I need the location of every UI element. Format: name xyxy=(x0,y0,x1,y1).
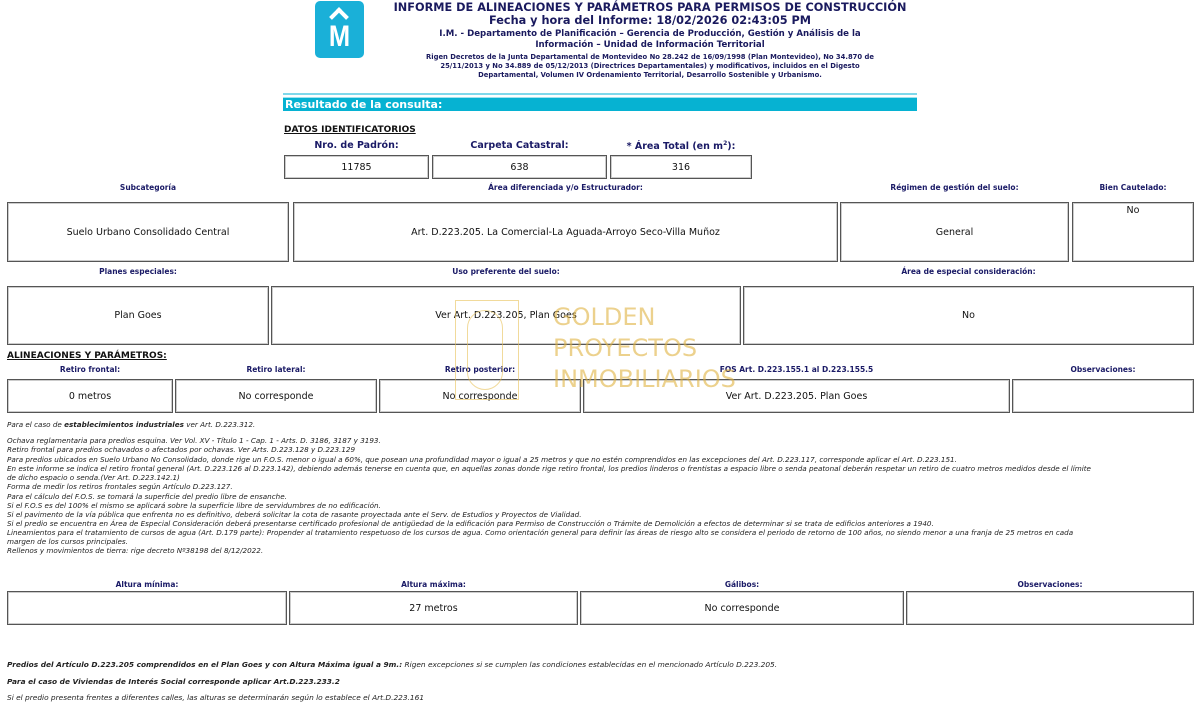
area-label: * Área Total (en $m^2$): xyxy=(626,140,736,153)
bien-value: No xyxy=(1072,202,1194,262)
area-esp-value: No xyxy=(743,286,1194,345)
obs-value xyxy=(1012,379,1194,413)
note: margen de los cursos principales. xyxy=(7,537,128,547)
decrees-line3: Departamental, Volumen IV Ordenamiento Territorial, Desarrollo Sostenible y Urbanismo. xyxy=(478,71,822,79)
lateral-label: Retiro lateral: xyxy=(246,365,306,374)
frentes-note: Si el predio presenta frentes a diferentes calles, las alturas se determinarán según lo establece el Art.D.223.161 xyxy=(7,693,425,702)
notes-list xyxy=(7,436,1091,555)
planes-label: Planes especiales: xyxy=(99,267,177,276)
carpeta-value: 638 xyxy=(432,155,607,179)
posterior-value: No corresponde xyxy=(379,379,581,413)
altura-max-label: Altura máxima: xyxy=(401,580,466,589)
obs-label: Observaciones: xyxy=(1070,365,1136,374)
alineaciones-heading: ALINEACIONES Y PARÁMETROS: xyxy=(7,351,167,361)
note: Para predios ubicados en Suelo Urbano No Consolidado, donde rige un F.O.S. menor o igual a 60%, que posean una profundidad mayor o igual a 25 metros y que no estén comprendidos en las excepciones del Art. D.223.117, corresponde aplicar el Art. D.223.151. xyxy=(7,455,957,465)
decrees-line2: 25/11/2013 y No 34.889 de 05/12/2013 (Directrices Departamentales) y modificativos, incluidos en el Digesto xyxy=(440,62,860,70)
padron-label: Nro. de Padrón: xyxy=(314,140,399,151)
area-dif-label: Área diferenciada y/o Estructurador: xyxy=(488,183,643,192)
fos-value: Ver Art. D.223.205. Plan Goes xyxy=(583,379,1010,413)
posterior-label: Retiro posterior: xyxy=(444,365,516,374)
watermark-line1: GOLDEN xyxy=(553,303,656,331)
note: Lineamientos para el tratamiento de cursos de agua (Art. D.179 parte): Propender al tratamiento respetuoso de los cursos de agua. Como orientación general para definir las áreas de riesgo alto se considera el periodo de retorno de 100 años, no siendo menor a una franja de 25 metros en cada xyxy=(7,527,1074,537)
note: En este informe se indica el retiro frontal general (Art. D.223.126 al D.223.142), debiendo además tenerse en cuenta que, en aquellas zonas donde rige retiro frontal, los predios linderos o frentistas a espacio libre o senda peatonal deberán respetar un retiro de cuatro metros medidos desde el límite xyxy=(7,464,1091,474)
regimen-label: Régimen de gestión del suelo: xyxy=(890,183,1019,192)
uso-value: Ver Art. D.223.205, Plan Goes xyxy=(271,286,741,345)
note: Si el F.O.S es del 100% el mismo se aplicará sobre la superficie libre de servidumbres de no edificación. xyxy=(7,500,381,510)
subcategoria-value: Suelo Urbano Consolidado Central xyxy=(7,202,289,262)
area-dif-value: Art. D.223.205. La Comercial-La Aguada-Arroyo Seco-Villa Muñoz xyxy=(293,202,838,262)
watermark-line3: INMOBILIARIOS xyxy=(553,365,736,393)
alturas-obs-label: Observaciones: xyxy=(1017,580,1083,589)
bien-label: Bien Cautelado: xyxy=(1099,183,1167,192)
im-logo xyxy=(315,1,364,58)
subcategoria-label: Subcategoría xyxy=(119,183,177,192)
logo-letter: M xyxy=(328,20,351,53)
lateral-value: No corresponde xyxy=(175,379,377,413)
area-esp-label: Área de especial consideración: xyxy=(901,267,1036,276)
department-line1: I.M. - Departamento de Planificación – Gerencia de Producción, Gestión y Análisis de la xyxy=(439,29,861,39)
fos-label: FOS Art. D.223.155.1 al D.223.155.5 xyxy=(719,365,874,374)
report-title: INFORME DE ALINEACIONES Y PARÁMETROS PARA PERMISOS DE CONSTRUCCIÓN xyxy=(393,1,907,14)
result-bar: Resultado de la consulta: xyxy=(283,97,917,111)
decrees-line1: Rigen Decretos de la Junta Departamental de Montevideo No 28.242 de 16/09/1998 (Plan Montevideo), No 34.870 de xyxy=(426,53,874,61)
note: Si el predio se encuentra en Área de Especial Consideración deberá presentarse certificado profesional de antigüedad de la edificación para Permiso de Construcción o Trámite de Demolición a efectos de determinar si se trata de edificios anteriores a 1940. xyxy=(7,518,934,528)
note: Retiro frontal para predios ochavados o afectados por ochavas. Ver Arts. D.223.128 y D.223.129 xyxy=(7,445,356,455)
note: de dicho espacio o senda.(Ver Art. D.223.142.1) xyxy=(7,473,180,483)
regimen-value: General xyxy=(840,202,1069,262)
department-line2: Información – Unidad de Información Territorial xyxy=(535,40,765,50)
industrial-note: Para el caso de establecimientos industriales ver Art. D.223.312. xyxy=(7,420,256,429)
altura-min-value xyxy=(7,591,287,625)
area-value: 316 xyxy=(610,155,752,179)
galibos-label: Gálibos: xyxy=(724,580,760,589)
watermark-line2: PROYECTOS xyxy=(553,334,698,362)
report-datetime: Fecha y hora del Informe: 18/02/2026 02:43:05 PM xyxy=(488,14,812,27)
galibos-value: No corresponde xyxy=(580,591,904,625)
uso-label: Uso preferente del suelo: xyxy=(452,267,560,276)
padron-value: 11785 xyxy=(284,155,429,179)
note: Para el cálculo del F.O.S. se tomará la superficie del predio libre de ensanche. xyxy=(7,491,287,501)
frontal-label: Retiro frontal: xyxy=(59,365,121,374)
vis-note: Para el caso de Viviendas de Interés Social corresponde aplicar Art.D.223.233.2 xyxy=(7,677,340,686)
carpeta-label: Carpeta Catastral: xyxy=(470,140,569,151)
note: Ochava reglamentaria para predios esquina. Ver Vol. XV - Título 1 - Cap. 1 - Arts. D. 3186, 3187 y 3193. xyxy=(7,436,381,445)
datos-heading: DATOS IDENTIFICATORIOS xyxy=(284,125,416,135)
frontal-value: 0 metros xyxy=(7,379,173,413)
planes-value: Plan Goes xyxy=(7,286,269,345)
divider xyxy=(283,93,917,95)
altura-min-label: Altura mínima: xyxy=(115,580,179,589)
goes-note: Predios del Artículo D.223.205 comprendidos en el Plan Goes y con Altura Máxima igual a 9m.: Rigen excepciones si se cumplen las condiciones establecidas en el mencionado Artículo D.223.205. xyxy=(7,660,778,669)
altura-max-value: 27 metros xyxy=(289,591,578,625)
note: Si el pavimento de la vía pública que enfrenta no es definitivo, deberá solicitar la cota de rasante proyectada ante el Serv. de Estudios y Proyectos de Vialidad. xyxy=(7,509,582,519)
alturas-obs-value xyxy=(906,591,1194,625)
note: Forma de medir los retiros frontales según Artículo D.223.127. xyxy=(7,482,233,492)
note: Rellenos y movimientos de tierra: rige decreto Nº38198 del 8/12/2022. xyxy=(7,546,264,556)
